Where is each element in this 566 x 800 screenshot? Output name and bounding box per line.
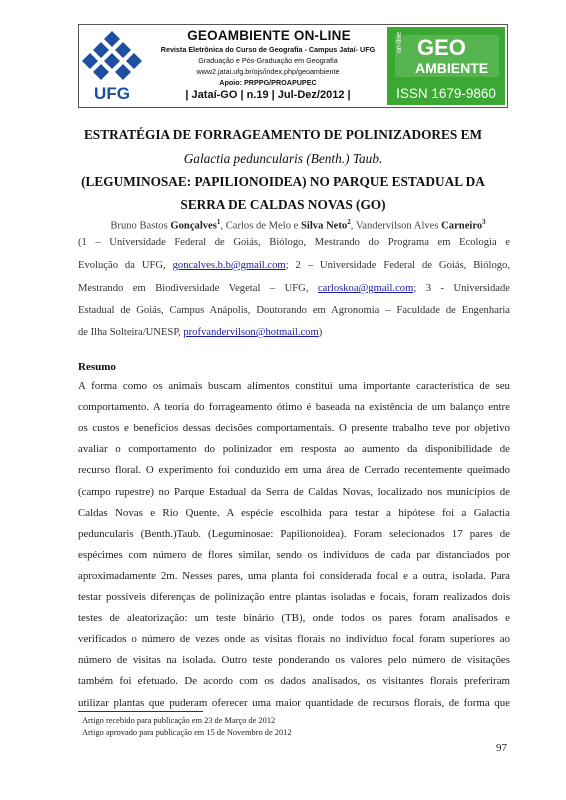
journal-support: Apoio: PRPPG/PROAPUPEC (219, 78, 317, 87)
author-list (78, 218, 518, 232)
affiliation-line-5 (78, 327, 510, 338)
article-title-line-2 (60, 151, 506, 167)
ufg-logo-text: UFG (94, 84, 130, 103)
affiliation-5-text: de Ilha Solteira/UNESP, (78, 327, 184, 338)
page-number: 97 (496, 742, 507, 754)
abstract-line: avaliar o comportamento do polinizador em resposta ao aumento da disponibilidade de (78, 443, 510, 456)
species-name: Galactia peduncularis (183, 151, 303, 166)
abstract-heading: Resumo (78, 361, 116, 373)
affiliation-line-4: Estadual de Goiás, Campus Anápolis, Doutorando em Agronomia – Faculdade de Engenharia (78, 305, 510, 316)
abstract-line: recurso floral. O experimento foi conduzido em uma área de Cerrado recentemente queimado (78, 464, 510, 477)
author-2-ref: 2 (347, 218, 351, 226)
abstract-line: também foi efetuado. De acordo com os dados analisados, os visitantes florais preferiram (78, 675, 510, 688)
author-3-given: , Vandervilson Alves (350, 220, 442, 232)
abstract-line: os custos e benefícios dessas decisões comportamentais. O presente trabalho teve por objetivo (78, 422, 510, 435)
author-1-given: Bruno Bastos (110, 220, 171, 232)
abstract-line: verificados o número de vezes onde as visitas florais no indivíduo focal foram superiores ao (78, 633, 510, 646)
ufg-logo (81, 27, 143, 105)
geoambiente-online-text: on-line (396, 31, 403, 53)
geoambiente-ambiente-text: AMBIENTE (415, 60, 489, 76)
journal-subtitle: Revista Eletrônica do Curso de Geografia - Campus Jataí- UFG (160, 45, 376, 54)
affiliation-3-text: Mestrando em Biodiversidade Vegetal – UFG, (78, 283, 318, 294)
affiliation-line-3 (78, 283, 510, 294)
abstract-line: (campo rupestre) no Parque Estadual da Serra de Caldas Novas, localizado nos municípios de (78, 485, 510, 498)
abstract-line: A forma como os animais buscam alimentos constitui uma importante característica de seu (78, 380, 510, 392)
abstract-line: comportamento. A teoria do forrageamento ótimo é baseada na existência de um balanço entre (78, 401, 510, 414)
abstract-line: espécimes com número de flores similar, sendo os indivíduos de cada par distanciados por (78, 548, 510, 561)
author-2-given: , Carlos de Melo e (220, 220, 302, 232)
affiliation-line-1: (1 – Universidade Federal de Goiás, Biólogo, Mestrando do Programa em Ecologia e (78, 237, 510, 248)
author-3-ref: 3 (482, 218, 486, 226)
article-title-line-1: ESTRATÉGIA DE FORRAGEAMENTO DE POLINIZADORES EM (83, 127, 483, 142)
geoambiente-geo-text: GEO (417, 35, 466, 60)
abstract-line: testes de aleatorização: um teste binário (TB), onde todos os pares foram analisados e (78, 612, 510, 625)
journal-header (78, 24, 508, 108)
article-title-line-4: SERRA DE CALDAS NOVAS (GO) (180, 197, 386, 212)
affiliation-3-rest: ; 3 - Universidade (413, 283, 510, 294)
email-link-3[interactable]: profvandervilson@hotmail.com (183, 327, 319, 338)
journal-issue: | Jataí-GO | n.19 | Jul-Dez/2012 | (185, 89, 351, 101)
author-1-surname: Gonçalves (170, 220, 217, 232)
affiliation-2-rest: ; 2 – Universidade Federal de Goiás, Biólogo, (285, 260, 510, 271)
footnote-received: Artigo recebido para publicação em 23 de Março de 2012 (82, 716, 276, 725)
email-link-2[interactable]: carloskoa@gmail.com (317, 283, 414, 294)
author-3-surname: Carneiro (441, 220, 483, 232)
footnote-approved: Artigo aprovado para publicação em 15 de Novembro de 2012 (82, 728, 292, 737)
affiliation-5-rest: ) (318, 327, 323, 338)
email-link-1[interactable]: goncalves.b.b@gmail.com (172, 260, 286, 271)
abstract-line: utilizar plantas que puderam oferecer uma maior quantidade de recursos florais, de forma que (78, 696, 510, 709)
abstract-line: peduncularis (Benth.)Taub. (Leguminosae: Papilionoidea). Foram selecionados 17 pares de (78, 527, 510, 540)
author-2-surname: Silva Neto (301, 220, 348, 232)
author-1-ref: 1 (216, 218, 221, 226)
affiliation-2-text: Evolução da UFG, (78, 260, 173, 271)
footnote-divider (78, 711, 203, 712)
article-title-line-3: (LEGUMINOSAE: PAPILIONOIDEA) NO PARQUE ESTADUAL DA (81, 174, 485, 189)
abstract-line: número de visitas na isolada. Outro teste ponderando os valores pelo número de visitações (78, 654, 510, 667)
journal-title: GEOAMBIENTE ON-LINE (187, 28, 351, 43)
abstract-line: testar possíveis diferenças de polinização entre plantas isoladas e focais, foram realizados dois (78, 591, 510, 603)
abstract-line: aproximadamente 2m. Nesses pares, uma planta foi considerada focal e a outra, isolada. Para (78, 569, 510, 582)
abstract-line: Caldas Novas e Rio Quente. A espécie escolhida para testar a hipótese foi a Galactia (78, 506, 510, 519)
species-authority: (Benth.) Taub. (303, 151, 383, 166)
journal-program: Graduação e Pós-Graduação em Geografia (198, 56, 338, 65)
geoambiente-logo (387, 27, 505, 105)
affiliation-line-2 (78, 260, 510, 271)
journal-url[interactable]: www2.jatai.ufg.br/ojs/index.php/geoambiente (196, 67, 340, 76)
issn-text: ISSN 1679-9860 (396, 86, 496, 101)
